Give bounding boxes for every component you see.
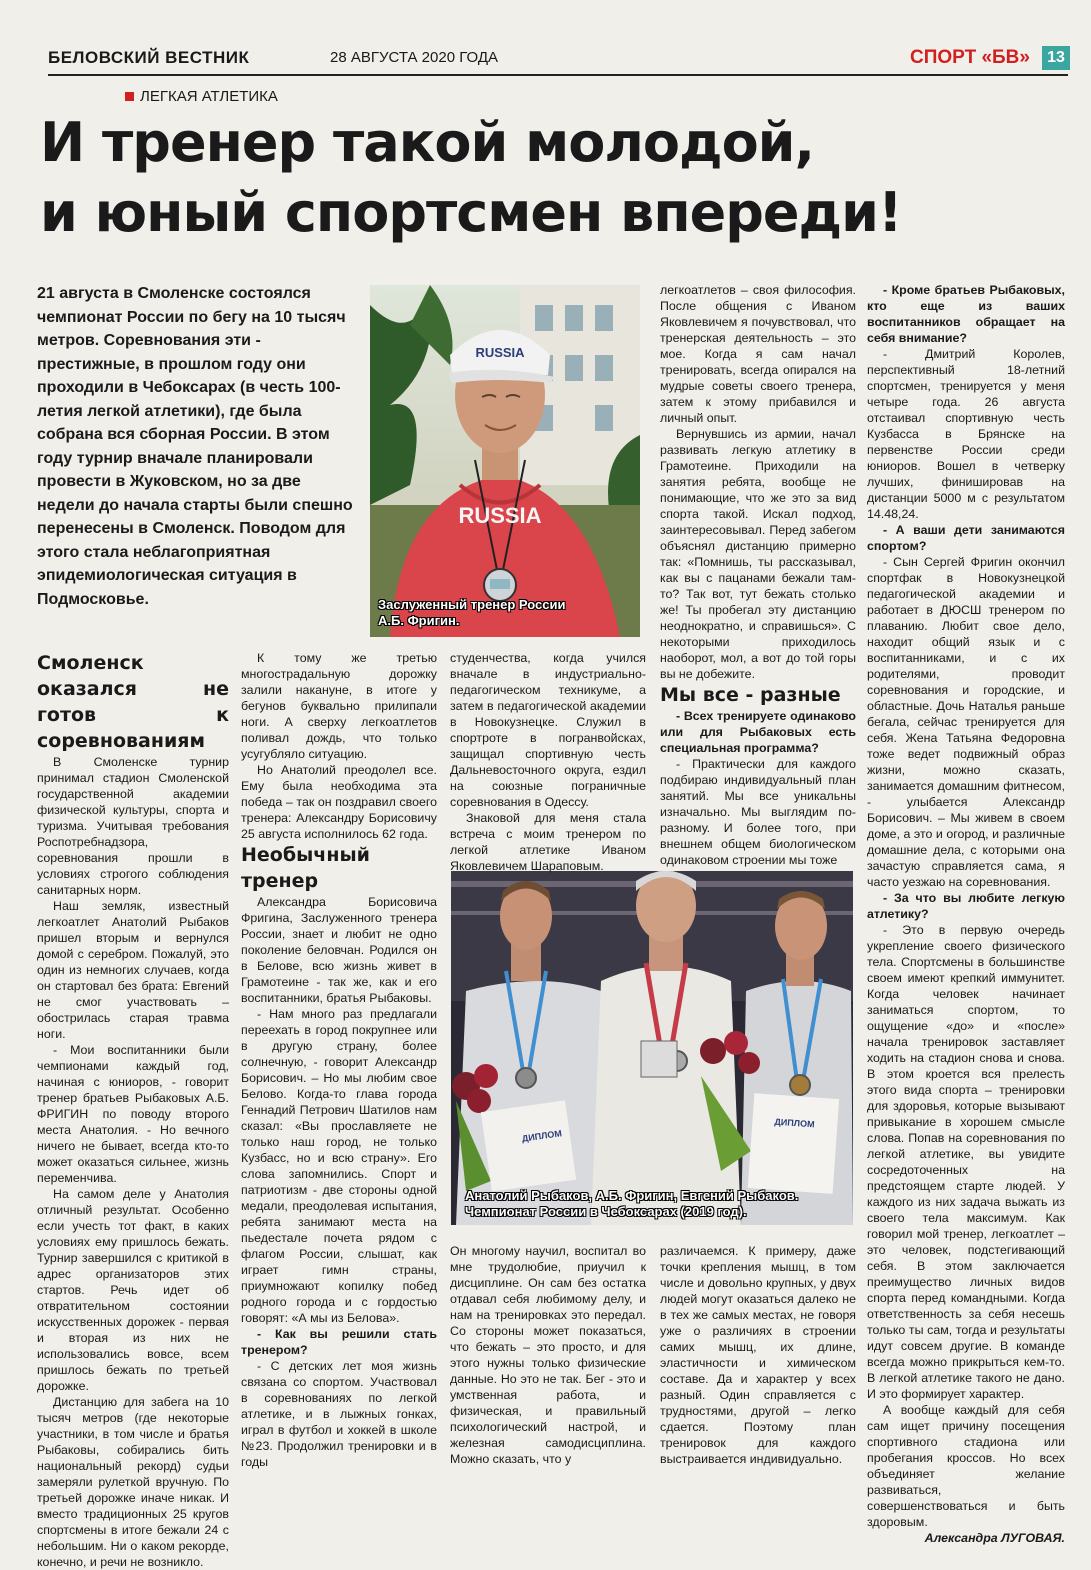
- article-paragraph: различаемся. К примеру, даже точки крепления мышц, в том числе и довольно крупных, у двух людей могут оказаться далеко не в тех же самых местах, не говоря уже о различиях в строении самих мышц, их длине, эластичности и химическом составе. Да и характер у всех разный. Один справляется с трудностями, другой – легко сдается. Поэтому план тренировок для каждого выстраивается индивидуально.: [660, 1244, 856, 1466]
- article-paragraph: Александра Борисовича Фригина, Заслуженного тренера России, знает и любит не одно поколение беловчан. Родился он в Белове, всю жизнь живет в Грамотеине - так же, как и его воспитанники, братья Рыбаковы.: [241, 895, 437, 1005]
- article-paragraph: Наш земляк, известный легкоатлет Анатолий Рыбаков пришел вторым и вернулся домой с серебром. Пожалуй, это один из немногих случаев, когда он стартовал без брата: Евгений не смог участвовать – обострилась старая травма ноги.: [37, 899, 229, 1041]
- article-paragraph: - Практически для каждого подбираю индивидуальный план занятий. Мы все уникальны изначально. Мы выглядим по-разному. И более того, при внешнем общем биологическом одинаковом строении мы тоже: [660, 757, 856, 867]
- article-paragraph: Он многому научил, воспитал во мне трудолюбие, приучил к дисциплине. Он сам без остатка отдавал себя любимому делу, и нам на тренировках это передал. Со стороны может показаться, что бежать – это просто, и для этого нужны только физические данные. Но это не так. Бег - это и умственная работа, и физическая, и правильный психологический настрой, и железная самодисциплина. Можно сказать, что у: [450, 1244, 646, 1466]
- article-paragraph: - Дмитрий Королев, перспективный 18-летний спортсмен, тренируется у меня четыре года. 26 августа отстаивал спортивную честь Кузбасса в Брянске на первенстве России среди юниоров. Вошел в четверку лучших, финишировав на дистанции 5000 м с результатом 14.48,24.: [867, 347, 1065, 521]
- article-paragraph: - Это в первую очередь укрепление своего физического тела. Спортсмены в большинстве своем имеют крепкий иммунитет. Когда человек начинает заниматься спортом, то ощущение «до» и «после» начала тренировок заставляет ходить на стадион снова и снова. В этом кроется вся прелесть этого вида спорта – тренировки для здоровья, которые вызывают привыкание в хорошем смысле слова. Попав на соревнования по легкой атлетике, вы увидите сосредоточенных на предстоящем старте людей. У каждого из них задача выжать из своего тела максимум. Как говорил мой тренер, легкоатлет – это человек, подстегивающий себя. В этом заключается преимущество личных видов спорта перед командными. Когда ответственность за себя несешь только ты сам, тогда и результаты идут совсем другие. В команде всегда можно прикрыться кем-то. В легкой атлетике такого не дано. И это формирует характер.: [867, 923, 1065, 1401]
- interview-question: - Кроме братьев Рыбаковых, кто еще из ваших воспитанников обращает на себя внимание?: [867, 283, 1065, 345]
- lead-paragraph: 21 августа в Смоленске состоялся чемпионат России по бегу на 10 тысяч метров. Соревнования эти - престижные, в прошлом году они проходили в Чебоксарах (в честь 100-летия легкой атлетики), где была собрана вся сборная России. В этом году турнир вначале планировали провести в Жуковском, но за две недели до начала старты были спешно перенесены в Смоленск. Поводом для этого стала неблагоприятная эпидемиологическая ситуация в Подмосковье.: [37, 285, 353, 608]
- podium-photo-image: [451, 871, 853, 1225]
- interview-question: - За что вы любите легкую атлетику?: [867, 891, 1065, 921]
- headline-line-1: И тренер такой молодой,: [40, 111, 815, 174]
- coach-photo-image: [370, 285, 640, 637]
- interview-question: - Как вы решили стать тренером?: [241, 1327, 437, 1357]
- column-4-top: [660, 282, 856, 868]
- article-paragraph: Вернувшись из армии, начал развивать легкую атлетику в Грамотеине. Приходили на занятия ребята, вообще не понимающие, что же это за вид спорта такой. Искал подход, заинтересовывал. Перед забегом объяснял дистанцию примерно так: «Помнишь, ты рассказывал, как вы с пацанами бежали там-то? Так вот, тут бежать столько же! Ты пробегал эту дистанцию неоднократно, и справишься». С некоторыми приходилось наоборот, мол, а вот до той горы вы не добежите.: [660, 427, 856, 681]
- article-paragraph: Дистанцию для забега на 10 тысяч метров (где некоторые участники, в том числе и братья Рыбаковы, собирались бить национальный рекорд) судьи замеряли рулеткой вручную. По третьей дорожке иначе никак. И вместо традиционных 25 кругов спортсмены в итоге бежали 24 с небольшим. Ни о каком рекорде, конечно, и речи не возникло.: [37, 1395, 229, 1569]
- column-3-bottom: [450, 1243, 646, 1467]
- diploma-left-text: ДИПЛОМ: [521, 1128, 563, 1144]
- paper-name: БЕЛОВСКИЙ ВЕСТНИК: [48, 48, 250, 67]
- rubric-label: ЛЕГКАЯ АТЛЕТИКА: [140, 88, 278, 105]
- masthead-rule: [48, 74, 1068, 76]
- column-1: [37, 650, 229, 1570]
- article-paragraph: легкоатлетов – своя философия. После общения с Иваном Яковлевичем я почувствовал, что тренерская деятельность – это мое. Когда я сам начал тренировать, всегда опирался на мудрые советы своего тренера, затем к этому прибавился и личный опыт.: [660, 283, 856, 425]
- headline: [40, 108, 1080, 248]
- coach-photo-caption: Заслуженный тренер России А.Б. Фригин.: [378, 597, 566, 628]
- issue-date: 28 АВГУСТА 2020 ГОДА: [330, 49, 499, 66]
- coach-photo: [370, 285, 640, 637]
- page-number: 13: [1042, 46, 1070, 70]
- article-paragraph: В Смоленске турнир принимал стадион Смоленской государственной академии физической культуры, спорта и туризма. Учитывая требования Роспотребнадзора, соревнования прошли в условиях строгого соблюдения санитарных норм.: [37, 755, 229, 897]
- column-3-top: [450, 650, 646, 874]
- shirt-text: RUSSIA: [458, 503, 542, 528]
- masthead: [48, 46, 1068, 72]
- article-paragraph: К тому же третью многострадальную дорожку залили накануне, в итоге у бегунов буквально прилипали ноги. А сверху легкоатлетов поливал дождь, что только усугубляло ситуацию.: [241, 651, 437, 761]
- article-paragraph: На самом деле у Анатолия отличный результат. Особенно если учесть тот факт, в каких условиях ему пришлось бежать. Турнир завершился с критикой в адрес организаторов этих стартов. Речь идет об отвратительном состоянии искусственных дорожек - первая и вторая из них не использовались вовсе, всем пришлось бежать по третьей дорожке.: [37, 1187, 229, 1393]
- article-paragraph: - Сын Сергей Фригин окончил спортфак в Новокузнецкой педагогической академии и работает в ДЮСШ тренером по плаванию. Любит свое дело, находит общий язык и с воспитанниками, и с их родителями, проводит соревнования и городские, и областные. Дочь Наталья раньше бегала, сейчас тренируется для себя. Жена Татьяна Федоровна тоже ведет подвижный образ жизни, можно сказать, занимается домашним фитнесом, - улыбается Александр Борисович. – Мы живем в своем доме, а это и огород, и различные домашние дела, с которыми она зачастую справляется сама, я часто уезжаю на соревнования.: [867, 555, 1065, 889]
- article-paragraph: - С детских лет моя жизнь связана со спортом. Участвовал в соревнованиях по легкой атлетике, и в лыжных гонках, играл в футбол и хоккей в школе №23. Продолжил тренировки и в годы: [241, 1359, 437, 1469]
- article-paragraph: студенчества, когда учился вначале в индустриально-педагогическом техникуме, а затем в педагогической академии в Новокузнецке. Служил в спортроте в погранвойсках, защищал спортивную честь Дальневосточного округа, ездил на союзные пограничные соревнования в Одессу.: [450, 651, 646, 809]
- column-2: [241, 650, 437, 1470]
- podium-photo: [451, 871, 853, 1225]
- diploma-right-text: ДИПЛОМ: [774, 1116, 815, 1130]
- podium-photo-caption: Анатолий Рыбаков, А.Б. Фригин, Евгений Рыбаков. Чемпионат России в Чебоксарах (2019 год).: [465, 1188, 799, 1219]
- rubric-square-icon: [125, 92, 134, 101]
- article-paragraph: Знаковой для меня стала встреча с моим тренером по легкой атлетике Иваном Яковлевичем Шараповым.: [450, 811, 646, 873]
- column-4-bottom: [660, 1243, 856, 1467]
- rubric: [125, 88, 278, 105]
- column-5: [867, 282, 1065, 1546]
- author-signature: Александра ЛУГОВАЯ.: [924, 1531, 1065, 1545]
- subhead-smolensk: Смоленск оказался не готов к соревнованиям: [37, 652, 229, 752]
- subhead-we-are-different: Мы все - разные: [660, 684, 841, 706]
- cap-text: RUSSIA: [475, 345, 525, 360]
- article-paragraph: Но Анатолий преодолел все. Ему была необходима эта победа – так он поздравил своего тренера: Александру Борисовичу 25 августа исполнилось 62 года.: [241, 763, 437, 841]
- headline-line-2: и юный спортсмен впереди!: [40, 181, 902, 244]
- interview-question: - Всех тренируете одинаково или для Рыбаковых есть специальная программа?: [660, 709, 856, 755]
- article-paragraph: А вообще каждый для себя сам ищет причину посещения спортивного стадиона или пробегания кроссов. Но всех объединяет желание развиваться, совершенствоваться и быть здоровым.: [867, 1403, 1065, 1529]
- section-name: СПОРТ «БВ»: [910, 47, 1030, 68]
- article-paragraph: - Мои воспитанники были чемпионами каждый год, начиная с юниоров, - говорит тренер братьев Рыбаковых А.Б. ФРИГИН по поводу второго места Анатолия. - Но вечного ничего не бывает, всегда кто-то может оказаться сильнее, жизнь переменчива.: [37, 1043, 229, 1185]
- interview-question: - А ваши дети занимаются спортом?: [867, 523, 1065, 553]
- article-paragraph: - Нам много раз предлагали переехать в город покрупнее или в другую страну, более солнечную, - говорит Александр Борисович. – Но мы любим свое Белово. Когда-то глава города Геннадий Петрович Шатилов нам сказал: «Вы прославляете не только наш город, не только Кузбасс, но и всю страну». Его слова запомнились. Спорт и патриотизм - две стороны одной медали, преодолевая испытания, ребята занимают места на пьедестале почета рядом с флагом России, слышат, как играет гимн страны, приумножают копилку побед родного города и с гордостью говорят: «А мы из Белова».: [241, 1007, 437, 1325]
- subhead-unusual-coach: Необычный тренер: [241, 844, 370, 892]
